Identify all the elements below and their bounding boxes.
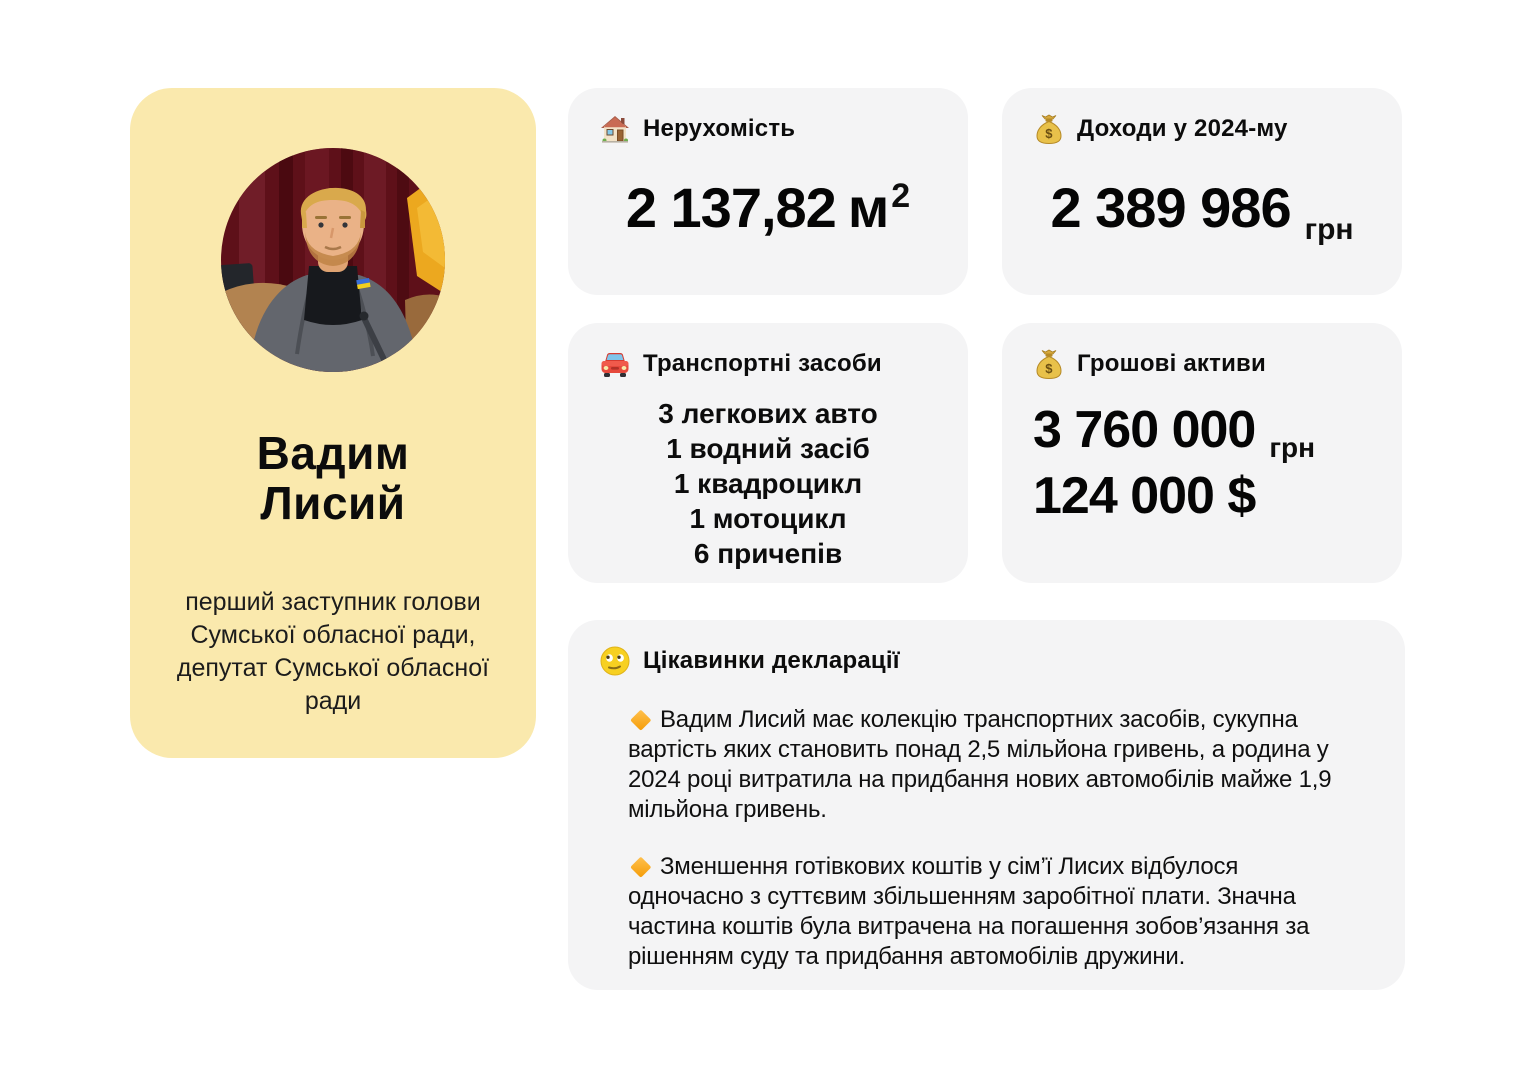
real-estate-value-row [568, 175, 968, 240]
income-header [1002, 88, 1402, 145]
profile-name [257, 428, 410, 528]
assets-header [1002, 323, 1402, 380]
facts-label: Цікавинки декларації [643, 647, 900, 674]
assets-label: Грошові активи [1077, 350, 1266, 377]
profile-name-line1: Вадим [256, 427, 410, 479]
transport-header [568, 323, 968, 380]
transport-item: 3 легкових авто [658, 398, 878, 429]
svg-text:$: $ [1045, 361, 1053, 376]
transport-item: 6 причепів [693, 538, 843, 569]
assets-uah-value: 3 760 000 [1033, 401, 1256, 459]
diamond-bullet-icon [628, 859, 654, 874]
assets-row-usd [1033, 466, 1402, 526]
smirking-face-icon [599, 645, 631, 677]
money-bag-icon [1033, 113, 1065, 145]
house-icon [599, 113, 631, 145]
car-icon [599, 348, 631, 380]
assets-usd-value: 124 000 $ [1033, 467, 1256, 525]
facts-card [568, 620, 1405, 990]
real-estate-header [568, 88, 968, 145]
profile-photo-illustration [221, 148, 445, 372]
diamond-bullet-icon [628, 712, 654, 727]
income-card [1002, 88, 1402, 295]
transport-item: 1 квадроцикл [673, 468, 863, 499]
income-value-row [1002, 175, 1402, 246]
fact-paragraph [628, 852, 1352, 972]
real-estate-value: 2 137,82 [625, 176, 836, 239]
assets-uah-unit: грн [1269, 432, 1316, 463]
money-bag-icon [1033, 348, 1065, 380]
income-unit: грн [1304, 213, 1354, 246]
assets-row-uah [1033, 400, 1402, 463]
transport-item: 1 мотоцикл [689, 503, 847, 534]
real-estate-label: Нерухомість [643, 115, 796, 142]
real-estate-card [568, 88, 968, 295]
facts-header [568, 620, 1405, 677]
fact-text: Зменшення готівкових коштів у сім’ї Лисих відбулося одночасно з суттєвим збільшенням заробітної плати. Значна частина коштів була витрачена на погашення зобов’язання за рішенням суду та придбання автомобілів дружини. [628, 853, 1310, 970]
transport-label: Транспортні засоби [643, 350, 882, 377]
assets-card [1002, 323, 1402, 583]
profile-photo [221, 148, 445, 372]
profile-card [130, 88, 536, 758]
transport-list [568, 396, 968, 571]
assets-values [1002, 400, 1402, 526]
income-label: Доходи у 2024-му [1077, 115, 1288, 142]
real-estate-unit-sup: 2 [891, 177, 911, 215]
real-estate-unit: м [847, 176, 889, 239]
profile-name-line2: Лисий [260, 477, 406, 529]
fact-paragraph [628, 705, 1352, 825]
svg-text:$: $ [1045, 126, 1053, 141]
transport-card [568, 323, 968, 583]
profile-position: перший заступник голови Сумської обласної ради, депутат Сумської обласної ради [176, 588, 490, 715]
fact-text: Вадим Лисий має колекцію транспортних засобів, сукупна вартість яких становить понад 2,5 мільйона гривень, а родина у 2024 році витратила на придбання нових автомобілів майже 1,9 мільйона гривень. [628, 706, 1332, 823]
income-value: 2 389 986 [1050, 176, 1291, 239]
transport-item: 1 водний засіб [666, 433, 870, 464]
